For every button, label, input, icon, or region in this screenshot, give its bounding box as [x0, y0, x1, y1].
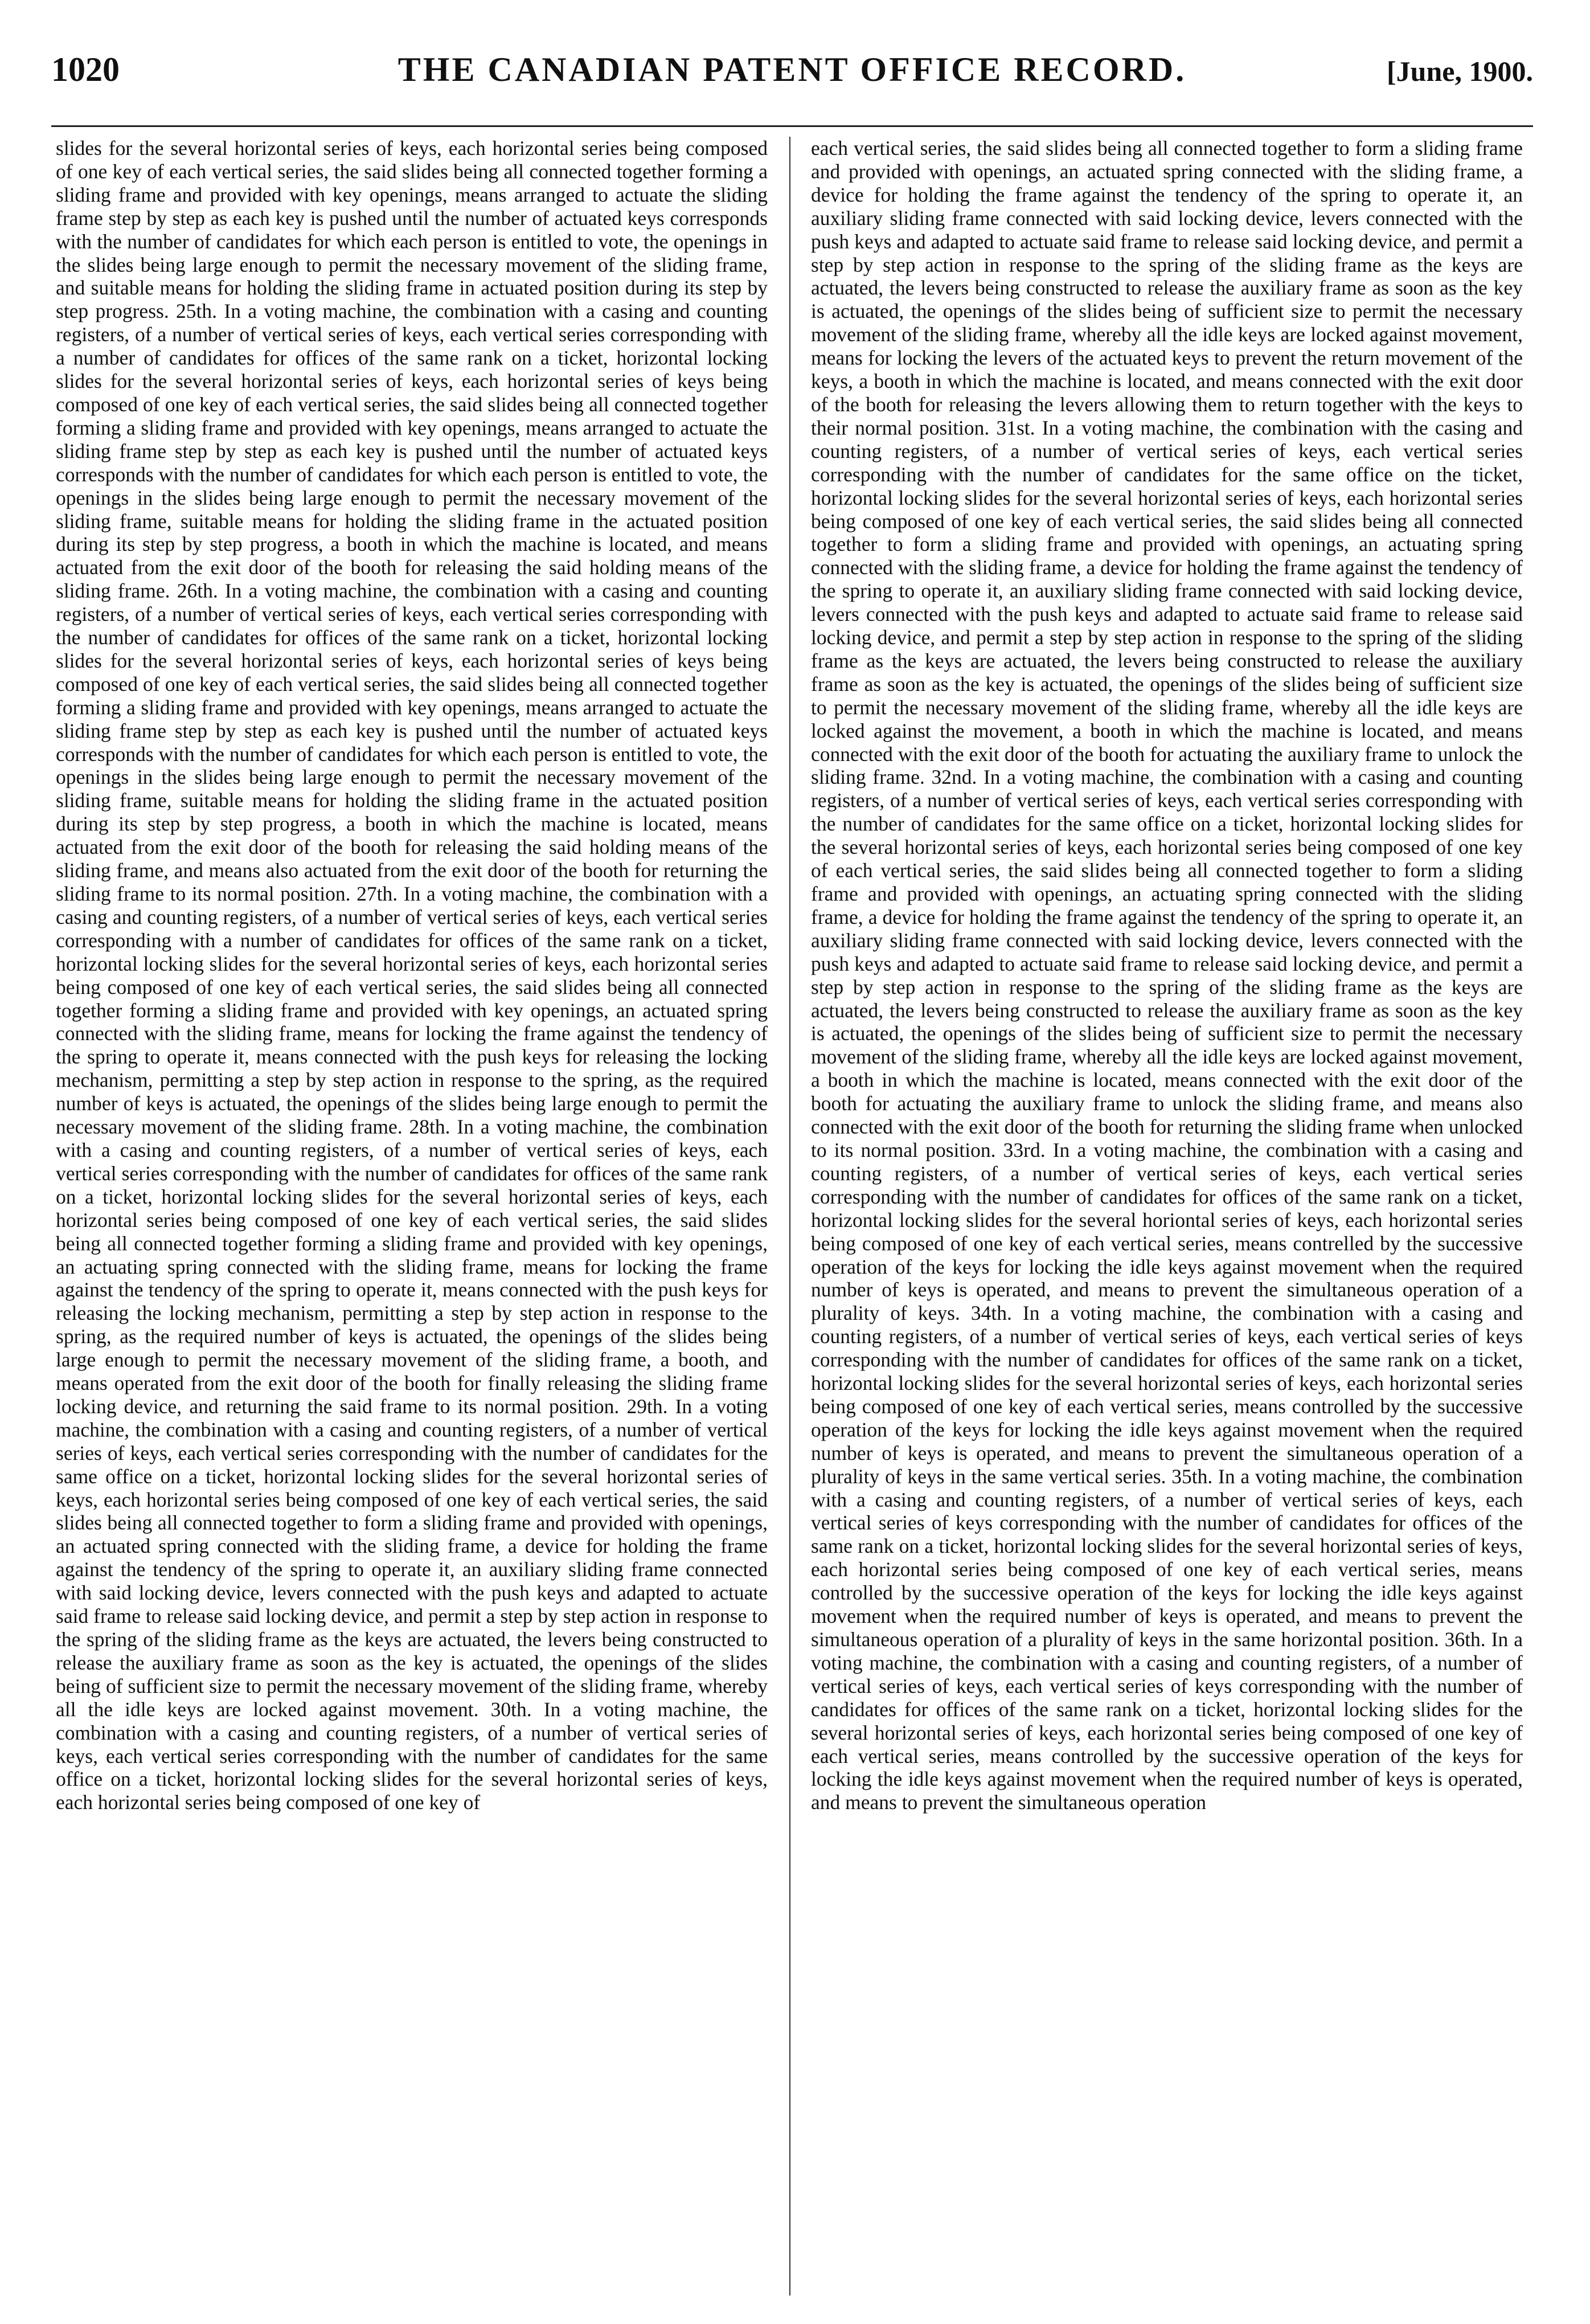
- column-divider: [789, 137, 790, 2296]
- left-column-text: slides for the several horizontal series of keys, each horizontal series being composed of one key of each vertical series, the said slides being all connected together forming a sliding frame and provided with key openings, means arranged to actuate the sliding frame step by step as each key is pushed until the number of actuated keys corresponds with the number of candidates for which each person is entitled to vote, the openings in the slides being large enough to permit the necessary movement of the sliding frame, and suitable means for holding the sliding frame in actuated position during its step by step progress. 25th. In a voting machine, the combination with a casing and counting registers, of a number of vertical series of keys, each vertical series corresponding with a number of candidates for offices of the same rank on a ticket, horizontal locking slides for the several horizontal series of keys, each horizontal series of keys being composed of one key of each vertical series, the said slides being all connected together forming a sliding frame and provided with key openings, means arranged to actuate the sliding frame step by step as each key is pushed until the number of actuated keys corresponds with the number of candidates for which each person is entitled to vote, the openings in the slides being large enough to permit the necessary movement of the sliding frame, suitable means for holding the sliding frame in the actuated position during its step by step progress, a booth in which the machine is located, and means actuated from the exit door of the booth for releasing the said holding means of the sliding frame. 26th. In a voting machine, the combination with a casing and counting registers, of a number of vertical series of keys, each vertical series corresponding with the number of candidates for offices of the same rank on a ticket, horizontal locking slides for the several horizontal series of keys, each horizontal series of keys being composed of one key of each vertical series, the said slides being all connected together forming a sliding frame and provided with key openings, means arranged to actuate the sliding frame step by step as each key is pushed until the number of actuated keys corresponds with the number of candidates for which each person is entitled to vote, the openings in the slides being large enough to permit the necessary movement of the sliding frame, suitable means for holding the sliding frame in the actuated position during its step by step progress, a booth in which the machine is located, means actuated from the exit door of the booth for releasing the said holding means of the sliding frame, and means also actuated from the exit door of the booth for returning the sliding frame to its normal position. 27th. In a voting machine, the combination with a casing and counting registers, of a number of vertical series of keys, each vertical series corresponding with a number of candidates for offices of the same rank on a ticket, horizontal locking slides for the several horizontal series of keys, each horizontal series being composed of one key of each vertical series, the said slides being all connected together forming a sliding frame and provided with key openings, an actuated spring connected with the sliding frame, means for locking the frame against the tendency of the spring to operate it, means connected with the push keys for releasing the locking mechanism, permitting a step by step action in response to the spring, as the required number of keys is actuated, the openings of the slides being large enough to permit the necessary movement of the sliding frame. 28th. In a voting machine, the combination with a casing and counting registers, of a number of vertical series of keys, each vertical series corresponding with the number of candidates for offices of the same rank on a ticket, horizontal locking slides for the several horizontal series of keys, each horizontal series being composed of one key of each vertical series, the said slides being all connected together forming a sliding frame and provided with key openings, an actuating spring connected with the sliding frame, means for locking the frame against the tendency of the spring to operate it, means connected with the push keys for releasing the locking mechanism, permitting a step by step action in response to the spring, as the required number of keys is actuated, the openings of the slides being large enough to permit the necessary movement of the sliding frame, a booth, and means operated from the exit door of the booth for finally releasing the sliding frame locking device, and returning the said frame to its normal position. 29th. In a voting machine, the combination with a casing and counting registers, of a number of vertical series of keys, each vertical series corresponding with the number of candidates for the same office on a ticket, horizontal locking slides for the several horizontal series of keys, each horizontal series being composed of one key of each vertical series, the said slides being all connected together to form a sliding frame and provided with openings, an actuated spring connected with the sliding frame, a device for holding the frame against the tendency of the spring to operate it, an auxiliary sliding frame connected with said locking device, levers connected with the push keys and adapted to actuate said frame to release said locking device, and permit a step by step action in response to the spring of the sliding frame as the keys are actuated, the levers being constructed to release the auxiliary frame as soon as the key is actuated, the openings of the slides being of sufficient size to permit the necessary movement of the sliding frame, whereby all the idle keys are locked against movement. 30th. In a voting machine, the combination with a casing and counting registers, of a number of vertical series of keys, each vertical series corresponding with the number of candidates for the same office on a ticket, horizontal locking slides for the several horizontal series of keys, each horizontal series being composed of one key of: [56, 137, 768, 1814]
- page-number: 1020: [51, 51, 120, 88]
- left-column: [56, 137, 768, 2301]
- page-header: [51, 50, 1533, 101]
- right-column: [811, 137, 1523, 2301]
- body-columns: [56, 137, 1523, 2301]
- right-column-text: each vertical series, the said slides being all connected together to form a sliding frame and provided with openings, an actuated spring connected with the sliding frame, a device for holding the frame against the tendency of the spring to operate it, an auxiliary sliding frame connected with said locking device, levers connected with the push keys and adapted to actuate said frame to release said locking device, and permit a step by step action in response to the spring of the sliding frame as the keys are actuated, the levers being constructed to release the auxiliary frame as soon as the key is actuated, the openings of the slides being of sufficient size to permit the necessary movement of the sliding frame, whereby all the idle keys are locked against movement, means for locking the levers of the actuated keys to prevent the return movement of the keys, a booth in which the machine is located, and means connected with the exit door of the booth for releasing the levers allowing them to return together with the keys to their normal position. 31st. In a voting machine, the combination with the casing and counting registers, of a number of vertical series of keys, each vertical series corresponding with the number of candidates for the same office on the ticket, horizontal locking slides for the several horizontal series of keys, each horizontal series being composed of one key of each vertical series, the said slides being all connected together to form a sliding frame and provided with openings, an actuating spring connected with the sliding frame, a device for holding the frame against the tendency of the spring to operate it, an auxiliary sliding frame connected with said locking device, levers connected with the push keys and adapted to actuate said frame to release said locking device, and permit a step by step action in response to the spring of the sliding frame as the keys are actuated, the levers being constructed to release the auxiliary frame as soon as the key is actuated, the openings of the slides being of sufficient size to permit the necessary movement of the sliding frame, whereby all the idle keys are locked against the movement, a booth in which the machine is located, and means connected with the exit door of the booth for actuating the auxiliary frame to unlock the sliding frame. 32nd. In a voting machine, the combination with a casing and counting registers, of a number of vertical series of keys, each vertical series corresponding with the number of candidates for the same office on a ticket, horizontal locking slides for the several horizontal series of keys, each horizontal series being composed of one key of each vertical series, the said slides being all connected together to form a sliding frame and provided with openings, an actuating spring connected with the sliding frame, a device for holding the frame against the tendency of the spring to operate it, an auxiliary sliding frame connected with said locking device, levers connected with the push keys and adapted to actuate said frame to release said locking device, and permit a step by step action in response to the spring of the sliding frame as the keys are actuated, the levers being constructed to release the auxiliary frame as soon as the key is actuated, the openings of the slides being of sufficient size to permit the necessary movement of the sliding frame, whereby all the idle keys are locked against movement, a booth in which the machine is located, means connected with the exit door of the booth for actuating the auxiliary frame to unlock the sliding frame, and means also connected with the exit door of the booth for returning the sliding frame when unlocked to its normal position. 33rd. In a voting machine, the combination with a casing and counting registers, of a number of vertical series of keys, each vertical series corresponding with the number of candidates for offices of the same rank on a ticket, horizontal locking slides for the several horiontal series of keys, each horizontal series being composed of one key of each vertical series, means contrelled by the successive operation of the keys for locking the idle keys against movement when the required number of keys is operated, and means to prevent the simultaneous operation of a plurality of keys. 34th. In a voting machine, the combination with a casing and counting registers, of a number of vertical series of keys, each vertical series of keys corresponding with the number of candidates for offices of the same rank on a ticket, horizontal locking slides for the several horizontal series of keys, each horizontal series being composed of one key of each vertical series, means controlled by the successive operation of the keys for locking the idle keys against movement when the required number of keys is operated, and means to prevent the simultaneous operation of a plurality of keys in the same vertical series. 35th. In a voting machine, the combination with a casing and counting registers, of a number of vertical series of keys, each vertical series of keys corresponding with the number of candidates for offices of the same rank on a ticket, horizontal locking slides for the several horizontal series of keys, each horizontal series being composed of one key of each vertical series, means controlled by the successive operation of the keys for locking the idle keys against movement when the required number of keys is operated, and means to prevent the simultaneous operation of a plurality of keys in the same horizontal position. 36th. In a voting machine, the combination with a casing and counting registers, of a number of vertical series of keys, each vertical series of keys corresponding with the number of candidates for offices of the same rank on a ticket, horizontal locking slides for the several horizontal series of keys, each horizontal series being composed of one key of each vertical series, means controlled by the successive operation of the keys for locking the idle keys against movement when the required number of keys is operated, and means to prevent the simultaneous operation: [811, 137, 1523, 1814]
- journal-title: THE CANADIAN PATENT OFFICE RECORD.: [398, 51, 1187, 88]
- header-rule: [51, 125, 1533, 127]
- issue-date: [June, 1900.: [1387, 55, 1533, 87]
